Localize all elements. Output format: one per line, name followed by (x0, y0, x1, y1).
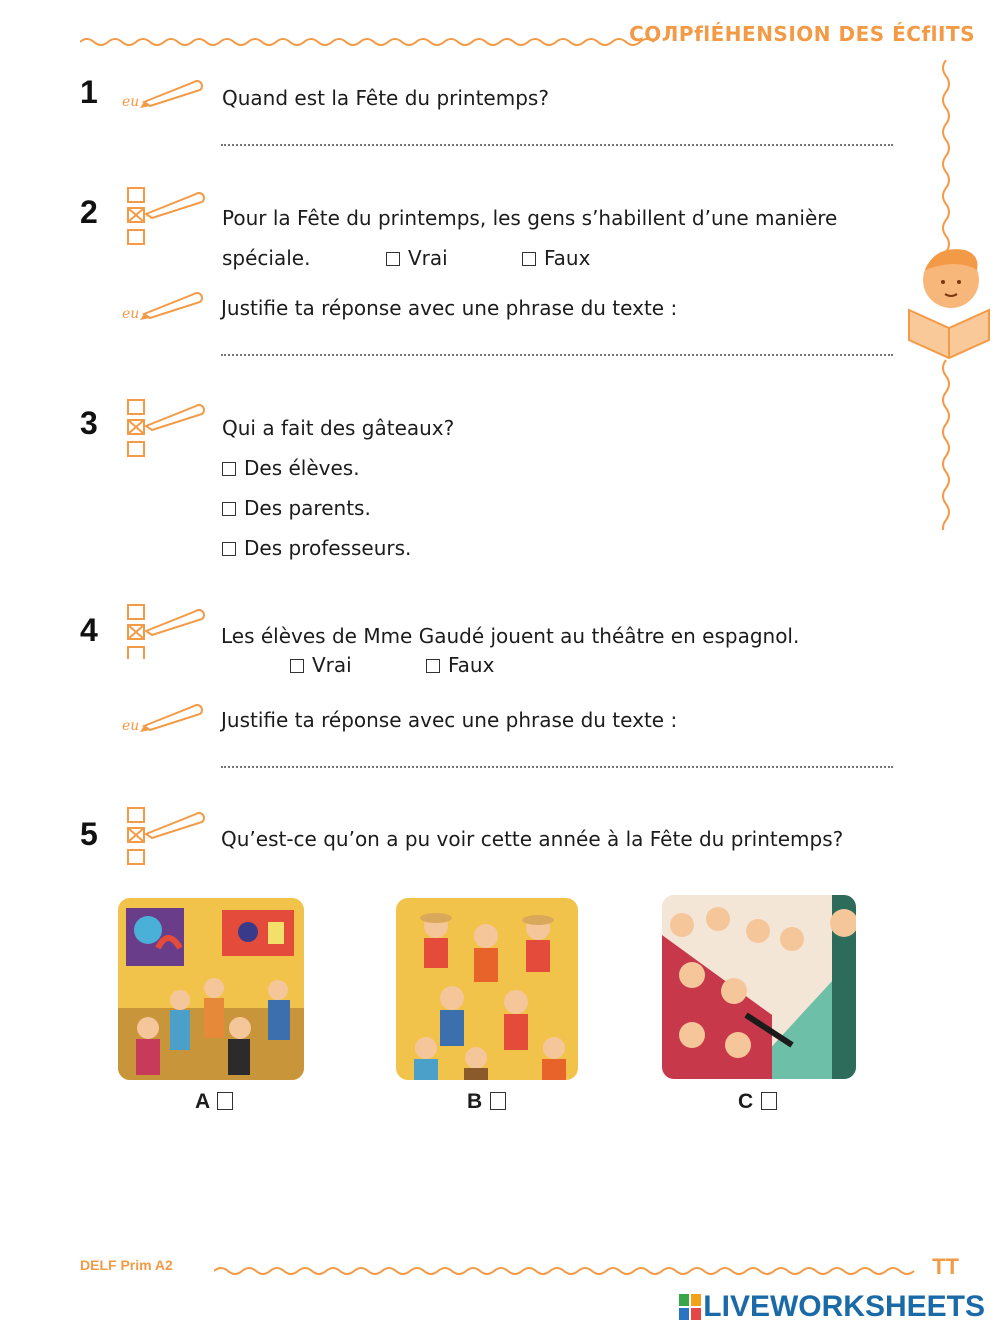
option-faux[interactable]: Faux (426, 645, 494, 685)
question-text: Qui a fait des gâteaux? (222, 416, 455, 440)
justify-instruction: Justifie ta réponse avec une phrase du texte : (221, 296, 678, 320)
picture-c-label[interactable]: C (738, 1090, 785, 1114)
checkbox[interactable] (217, 1092, 233, 1110)
option-eleves[interactable]: Des élèves. (222, 448, 360, 488)
option-vrai[interactable]: Vrai (386, 238, 448, 278)
pencil-icon (120, 288, 206, 320)
reading-child-illustration (903, 240, 993, 360)
checkbox[interactable] (290, 659, 304, 673)
option-parents[interactable]: Des parents. (222, 488, 371, 528)
checkbox-pencil-icon (124, 806, 208, 870)
answer-line[interactable] (221, 354, 893, 356)
checkbox-pencil-icon (124, 398, 208, 462)
checkbox[interactable] (522, 252, 536, 266)
footer-wave-line (214, 1264, 924, 1278)
option-vrai[interactable]: Vrai (290, 645, 352, 685)
question-text: Quand est la Fête du printemps? (222, 86, 549, 110)
picture-a-exhibition (118, 898, 304, 1080)
checkbox[interactable] (761, 1092, 777, 1110)
checkbox[interactable] (222, 502, 236, 516)
header-wave-line (80, 34, 660, 50)
checkbox[interactable] (222, 462, 236, 476)
checkbox[interactable] (386, 252, 400, 266)
pencil-icon (120, 700, 206, 732)
question-text: Pour la Fête du printemps, les gens s’habillent d’une manière (222, 206, 838, 230)
liveworksheets-logo-icon (679, 1294, 701, 1320)
checkbox-pencil-icon (124, 603, 208, 659)
svg-text:eu: eu (122, 718, 140, 732)
option-faux[interactable]: Faux (522, 238, 590, 278)
checkbox-pencil-icon (124, 186, 208, 250)
question-number: 1 (80, 74, 98, 110)
question-text: Qu’est-ce qu’on a pu voir cette année à la Fête du printemps? (221, 827, 844, 851)
answer-line[interactable] (221, 766, 893, 768)
svg-text:eu: eu (122, 94, 140, 108)
question-number: 2 (80, 194, 98, 230)
liveworksheets-wordmark: LIVEWORKSHEETS (703, 1290, 985, 1323)
picture-c-theatre (662, 895, 856, 1079)
question-number: 4 (80, 612, 98, 648)
checkbox[interactable] (222, 542, 236, 556)
question-number: 5 (80, 816, 98, 852)
footer-level-label: DELF Prim A2 (80, 1257, 173, 1273)
checkbox[interactable] (426, 659, 440, 673)
section-title: COЛPflÉHENSION DES ÉCflITS (629, 22, 975, 46)
justify-instruction: Justifie ta réponse avec une phrase du texte : (221, 708, 678, 732)
picture-a-label[interactable]: A (195, 1090, 241, 1114)
picture-b-label[interactable]: B (467, 1090, 514, 1114)
question-text-cont: spéciale. (222, 246, 311, 270)
answer-line[interactable] (221, 144, 893, 146)
page-number: TT (932, 1254, 959, 1279)
liveworksheets-logo[interactable] (679, 1290, 985, 1324)
picture-b-dance (396, 898, 578, 1080)
pencil-icon (120, 76, 206, 108)
svg-text:eu: eu (122, 306, 140, 320)
question-number: 3 (80, 405, 98, 441)
question-text: Les élèves de Mme Gaudé jouent au théâtre en espagnol. (221, 624, 800, 648)
option-professeurs[interactable]: Des professeurs. (222, 528, 411, 568)
checkbox[interactable] (490, 1092, 506, 1110)
